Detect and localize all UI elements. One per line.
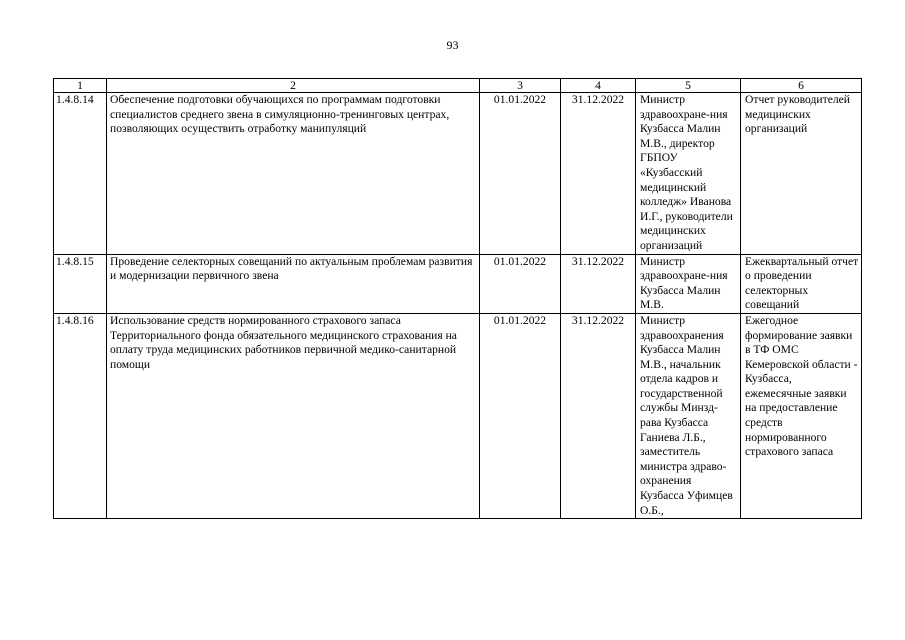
measures-table [53,78,862,519]
end-date: 31.12.2022 [561,254,636,313]
column-header-3: 3 [480,79,561,93]
end-date: 31.12.2022 [561,313,636,518]
end-date: 31.12.2022 [561,93,636,255]
responsible-persons: Министр здравоохранения Кузбасса Малин М.В., начальник отдела кадров и государственной службы Минзд-рава Кузбасса Ганиева Л.Б., заместитель министра здраво-охранения Кузбасса Уфимцев О.Б., [636,313,741,518]
completion-form: Отчет руководителей медицинских организаций [741,93,862,255]
item-number: 1.4.8.16 [54,313,107,518]
column-header-2: 2 [107,79,480,93]
column-header-6: 6 [741,79,862,93]
task-description: Использование средств нормированного страхового запаса Территориального фонда обязательного медицинского страхования на оплату труда медицинских работников первичной медико-санитарной помощи [107,313,480,518]
table-row [54,93,862,255]
task-description: Проведение селекторных совещаний по актуальным проблемам развития и модернизации первичного звена [107,254,480,313]
start-date: 01.01.2022 [480,93,561,255]
responsible-persons: Министр здравоохране-ния Кузбасса Малин М.В., директор ГБПОУ «Кузбасский медицинский колледж» Иванова И.Г., руководители медицинских организаций [636,93,741,255]
completion-form: Ежегодное формирование заявки в ТФ ОМС Кемеровской области - Кузбасса, ежемесячные заявки на предоставление средств нормированного страхового запаса [741,313,862,518]
task-description: Обеспечение подготовки обучающихся по программам подготовки специалистов среднего звена в симуляционно-тренинговых центрах, позволяющих осуществить отработку манипуляций [107,93,480,255]
column-header-1: 1 [54,79,107,93]
table-row [54,313,862,518]
column-header-5: 5 [636,79,741,93]
completion-form: Ежеквартальный отчет о проведении селекторных совещаний [741,254,862,313]
table-row [54,254,862,313]
item-number: 1.4.8.15 [54,254,107,313]
column-header-4: 4 [561,79,636,93]
item-number: 1.4.8.14 [54,93,107,255]
page-number: 93 [446,38,459,52]
responsible-persons: Министр здравоохране-ния Кузбасса Малин М.В. [636,254,741,313]
start-date: 01.01.2022 [480,313,561,518]
header-row [54,79,862,93]
start-date: 01.01.2022 [480,254,561,313]
